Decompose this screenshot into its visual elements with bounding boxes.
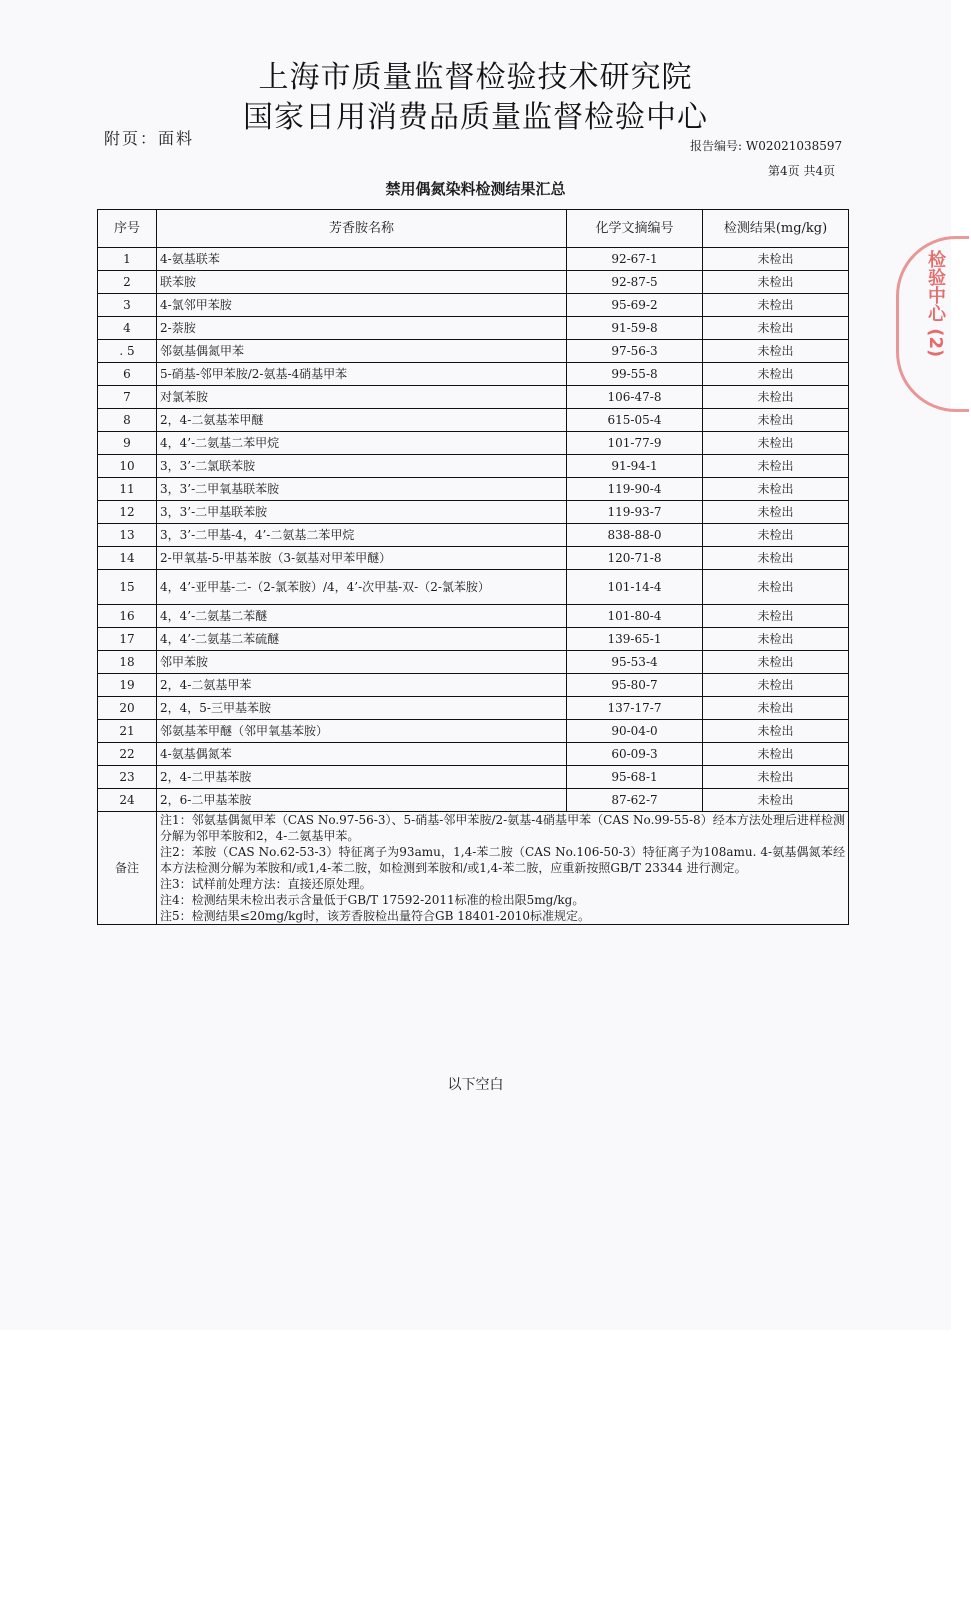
row-cas: 615-05-4 — [567, 409, 703, 432]
row-name: 邻氨基偶氮甲苯 — [157, 340, 567, 363]
row-result: 未检出 — [703, 628, 849, 651]
row-result: 未检出 — [703, 478, 849, 501]
notes-cell — [157, 812, 849, 925]
row-name: 2，4-二氨基苯甲醚 — [157, 409, 567, 432]
row-result: 未检出 — [703, 363, 849, 386]
row-cas: 90-04-0 — [567, 720, 703, 743]
row-result: 未检出 — [703, 455, 849, 478]
blank-below-marker: 以下空白 — [447, 1077, 504, 1093]
row-no: 21 — [98, 720, 157, 743]
row-cas: 101-14-4 — [567, 570, 703, 605]
row-name: 4，4’-二氨基二苯硫醚 — [157, 628, 567, 651]
row-no: 3 — [98, 294, 157, 317]
table-header-row — [98, 210, 849, 248]
row-name: 邻甲苯胺 — [157, 651, 567, 674]
table-title: 禁用偶氮染料检测结果汇总 — [385, 180, 566, 198]
table-row — [98, 720, 849, 743]
row-no: 2 — [98, 271, 157, 294]
row-no: . 5 — [98, 340, 157, 363]
row-result: 未检出 — [703, 605, 849, 628]
table-row — [98, 317, 849, 340]
row-name: 4-氨基偶氮苯 — [157, 743, 567, 766]
row-no: 9 — [98, 432, 157, 455]
row-name: 3，3’-二甲氧基联苯胺 — [157, 478, 567, 501]
row-cas: 101-77-9 — [567, 432, 703, 455]
row-cas: 101-80-4 — [567, 605, 703, 628]
table-row — [98, 409, 849, 432]
row-result: 未检出 — [703, 409, 849, 432]
table-row — [98, 789, 849, 812]
report-number: 报告编号: W02021038597 — [690, 139, 843, 153]
row-result: 未检出 — [703, 294, 849, 317]
center-name: 国家日用消费品质量监督检验中心 — [243, 100, 708, 135]
table-row — [98, 743, 849, 766]
table-row — [98, 524, 849, 547]
note-3: 注3：试样前处理方法：直接还原处理。 — [160, 877, 372, 891]
results-table — [97, 209, 849, 925]
row-result: 未检出 — [703, 651, 849, 674]
row-no: 11 — [98, 478, 157, 501]
row-no: 20 — [98, 697, 157, 720]
table-row — [98, 547, 849, 570]
row-no: 22 — [98, 743, 157, 766]
row-cas: 95-69-2 — [567, 294, 703, 317]
header-result: 检测结果(mg/kg) — [703, 210, 849, 248]
table-row — [98, 501, 849, 524]
row-cas: 99-55-8 — [567, 363, 703, 386]
page-number: 第4页 共4页 — [768, 164, 836, 178]
row-cas: 838-88-0 — [567, 524, 703, 547]
row-result: 未检出 — [703, 386, 849, 409]
row-name: 4，4’-二氨基二苯甲烷 — [157, 432, 567, 455]
row-no: 17 — [98, 628, 157, 651]
row-result: 未检出 — [703, 501, 849, 524]
row-name: 2，4-二氨基甲苯 — [157, 674, 567, 697]
note-2: 注2：苯胺（CAS No.62-53-3）特征离子为93amu，1,4-苯二胺（CAS No.106-50-3）特征离子为108amu. 4-氨基偶氮苯经本方法检测分解为苯胺和/或1,4-苯二胺，如检测到苯胺和/或1,4-苯二胺，应重新按照GB/T 23344 进行测定。 — [160, 845, 845, 875]
table-row — [98, 674, 849, 697]
row-cas: 106-47-8 — [567, 386, 703, 409]
row-no: 19 — [98, 674, 157, 697]
row-cas: 95-68-1 — [567, 766, 703, 789]
row-name: 2，6-二甲基苯胺 — [157, 789, 567, 812]
row-result: 未检出 — [703, 432, 849, 455]
note-4: 注4：检测结果未检出表示含量低于GB/T 17592-2011标准的检出限5mg/kg。 — [160, 893, 585, 907]
row-name: 对氯苯胺 — [157, 386, 567, 409]
table-row — [98, 363, 849, 386]
row-no: 18 — [98, 651, 157, 674]
row-no: 14 — [98, 547, 157, 570]
row-name: 2，4，5-三甲基苯胺 — [157, 697, 567, 720]
row-name: 2-萘胺 — [157, 317, 567, 340]
appendix-label: 附页：面料 — [104, 129, 195, 148]
row-result: 未检出 — [703, 570, 849, 605]
row-cas: 139-65-1 — [567, 628, 703, 651]
row-cas: 119-93-7 — [567, 501, 703, 524]
row-cas: 91-94-1 — [567, 455, 703, 478]
table-row — [98, 271, 849, 294]
header-cas: 化学文摘编号 — [567, 210, 703, 248]
notes-row — [98, 812, 849, 925]
row-cas: 137-17-7 — [567, 697, 703, 720]
table-row — [98, 340, 849, 363]
note-5: 注5：检测结果≤20mg/kg时，该芳香胺检出量符合GB 18401-2010标准规定。 — [160, 909, 591, 923]
table-row — [98, 294, 849, 317]
row-cas: 95-53-4 — [567, 651, 703, 674]
table-row — [98, 651, 849, 674]
row-no: 13 — [98, 524, 157, 547]
row-name: 5-硝基-邻甲苯胺/2-氨基-4硝基甲苯 — [157, 363, 567, 386]
row-name: 3，3’-二甲基联苯胺 — [157, 501, 567, 524]
row-no: 8 — [98, 409, 157, 432]
row-result: 未检出 — [703, 789, 849, 812]
note-1: 注1：邻氨基偶氮甲苯（CAS No.97-56-3）、5-硝基-邻甲苯胺/2-氨基-4硝基甲苯（CAS No.99-55-8）经本方法处理后进样检测分解为邻甲苯胺和2，4-二氨基甲苯。 — [160, 813, 845, 843]
row-cas: 119-90-4 — [567, 478, 703, 501]
table-row — [98, 628, 849, 651]
row-no: 7 — [98, 386, 157, 409]
seal-text: 检验中心 (2) — [925, 250, 946, 358]
row-name: 3，3’-二甲基-4，4’-二氨基二苯甲烷 — [157, 524, 567, 547]
row-name: 邻氨基苯甲醚（邻甲氧基苯胺） — [157, 720, 567, 743]
institute-name: 上海市质量监督检验技术研究院 — [258, 60, 693, 95]
table-row — [98, 248, 849, 271]
table-row — [98, 386, 849, 409]
header-name: 芳香胺名称 — [157, 210, 567, 248]
row-result: 未检出 — [703, 720, 849, 743]
row-no: 4 — [98, 317, 157, 340]
row-no: 23 — [98, 766, 157, 789]
row-name: 3，3’-二氯联苯胺 — [157, 455, 567, 478]
table-row — [98, 605, 849, 628]
table-row — [98, 766, 849, 789]
row-result: 未检出 — [703, 317, 849, 340]
row-no: 15 — [98, 570, 157, 605]
row-cas: 92-87-5 — [567, 271, 703, 294]
row-no: 16 — [98, 605, 157, 628]
row-result: 未检出 — [703, 340, 849, 363]
row-name: 4，4’-二氨基二苯醚 — [157, 605, 567, 628]
row-name: 4，4’-亚甲基-二-（2-氯苯胺）/4，4’-次甲基-双-（2-氯苯胺） — [157, 570, 567, 605]
row-no: 24 — [98, 789, 157, 812]
row-cas: 97-56-3 — [567, 340, 703, 363]
row-no: 1 — [98, 248, 157, 271]
row-result: 未检出 — [703, 743, 849, 766]
row-cas: 60-09-3 — [567, 743, 703, 766]
row-result: 未检出 — [703, 674, 849, 697]
row-result: 未检出 — [703, 524, 849, 547]
row-result: 未检出 — [703, 697, 849, 720]
row-name: 联苯胺 — [157, 271, 567, 294]
row-result: 未检出 — [703, 766, 849, 789]
row-name: 2，4-二甲基苯胺 — [157, 766, 567, 789]
row-cas: 95-80-7 — [567, 674, 703, 697]
header-no: 序号 — [98, 210, 157, 248]
row-result: 未检出 — [703, 271, 849, 294]
table-row — [98, 432, 849, 455]
row-name: 2-甲氧基-5-甲基苯胺（3-氨基对甲苯甲醚） — [157, 547, 567, 570]
row-result: 未检出 — [703, 547, 849, 570]
table-row — [98, 697, 849, 720]
row-result: 未检出 — [703, 248, 849, 271]
row-cas: 92-67-1 — [567, 248, 703, 271]
row-cas: 91-59-8 — [567, 317, 703, 340]
table-row — [98, 478, 849, 501]
row-no: 10 — [98, 455, 157, 478]
table-row — [98, 455, 849, 478]
row-name: 4-氯邻甲苯胺 — [157, 294, 567, 317]
row-cas: 120-71-8 — [567, 547, 703, 570]
row-no: 6 — [98, 363, 157, 386]
row-no: 12 — [98, 501, 157, 524]
row-name: 4-氨基联苯 — [157, 248, 567, 271]
table-row — [98, 570, 849, 605]
notes-label: 备注 — [98, 812, 157, 925]
row-cas: 87-62-7 — [567, 789, 703, 812]
